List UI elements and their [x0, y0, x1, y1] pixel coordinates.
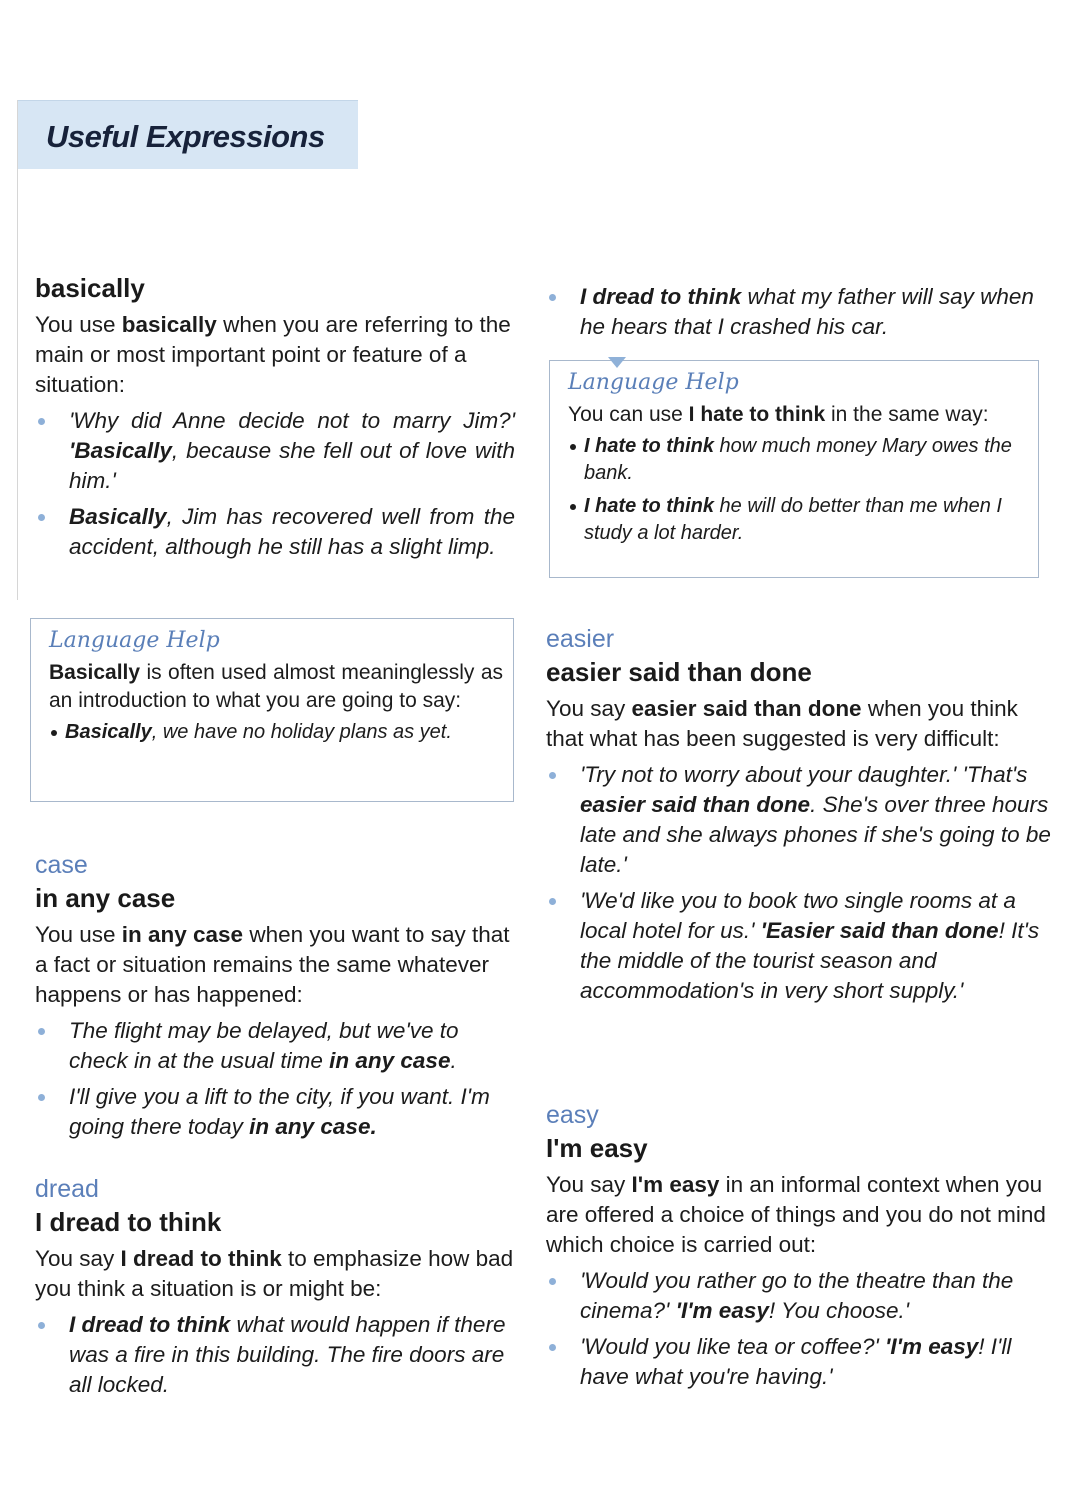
language-help-text: You can use I hate to think in the same way: [568, 403, 989, 426]
example-list [35, 1016, 515, 1142]
left-margin-rule [17, 100, 18, 600]
page-title: Useful Expressions [46, 119, 325, 154]
language-help-examples [49, 719, 503, 746]
entry-phrase: I dread to think [35, 1207, 222, 1237]
example-item: 'Try not to worry about your daughter.' 'That's easier said than done. She's over three hours late and she always phones if she's going to be late.' [546, 760, 1052, 880]
example-list [35, 406, 515, 562]
entry-easier [546, 624, 1052, 1012]
example-item: 'Would you like tea or coffee?' 'I'm easy! I'll have what you're having.' [546, 1332, 1052, 1392]
example-list [546, 282, 1052, 342]
headword: easier [546, 625, 615, 653]
example-item: 'Why did Anne decide not to marry Jim?' 'Basically, because she fell out of love with him.' [35, 406, 515, 496]
entry-dread [35, 1174, 515, 1406]
example-item: 'We'd like you to book two single rooms at a local hotel for us.' 'Easier said than done! It's the middle of the tourist season and accommodation's in very short supply.' [546, 886, 1052, 1006]
headword: dread [35, 1175, 99, 1203]
example-list [546, 760, 1052, 1006]
entry-phrase: basically [35, 273, 145, 303]
example-list [35, 1310, 515, 1400]
bullet-icon [570, 504, 576, 510]
entry-case [35, 850, 515, 1148]
entry-definition: You use in any case when you want to say that a fact or situation remains the same whatever happens or has happened: [35, 922, 510, 1007]
section-header [18, 100, 358, 169]
headword: case [35, 851, 88, 879]
language-help-title: Language Help [568, 369, 739, 397]
language-help-examples [568, 433, 1028, 547]
bullet-icon [38, 1028, 45, 1035]
example-item: I dread to think what would happen if there was a fire in this building. The fire doors are all locked. [35, 1310, 515, 1400]
language-help-text: Basically is often used almost meaninglessly as an introduction to what you are going to say: [49, 661, 503, 712]
example-list [546, 1266, 1052, 1392]
language-help-box [549, 360, 1039, 578]
bullet-icon [38, 1322, 45, 1329]
bullet-icon [38, 514, 45, 521]
example-item: I dread to think what my father will say when he hears that I crashed his car. [546, 282, 1052, 342]
example-item: I hate to think he will do better than me when I study a lot harder. [568, 493, 1028, 547]
entry-easy [546, 1100, 1052, 1398]
bullet-icon [51, 730, 57, 736]
entry-definition: You use basically when you are referring to the main or most important point or feature of a situation: [35, 312, 511, 397]
language-help-box [30, 618, 514, 802]
example-item: 'Would you rather go to the theatre than the cinema?' 'I'm easy! You choose.' [546, 1266, 1052, 1326]
bullet-icon [549, 294, 556, 301]
example-item: Basically, we have no holiday plans as yet. [49, 719, 503, 746]
entry-definition: You say easier said than done when you think that what has been suggested is very difficult: [546, 696, 1018, 751]
bullet-icon [549, 1344, 556, 1351]
bullet-icon [549, 772, 556, 779]
entry-definition: You say I'm easy in an informal context when you are offered a choice of things and you do not mind which choice is carried out: [546, 1172, 1046, 1257]
entry-phrase: in any case [35, 883, 176, 913]
headword: easy [546, 1101, 599, 1129]
entry-phrase: I'm easy [546, 1133, 648, 1163]
bullet-icon [38, 1094, 45, 1101]
language-help-title: Language Help [49, 628, 220, 653]
entry-dread-continued [546, 282, 1052, 348]
pointer-icon [608, 357, 626, 368]
example-item: Basically, Jim has recovered well from the accident, although he still has a slight limp. [35, 502, 515, 562]
bullet-icon [549, 898, 556, 905]
bullet-icon [38, 418, 45, 425]
entry-basically [35, 272, 515, 568]
example-item: The flight may be delayed, but we've to check in at the usual time in any case. [35, 1016, 515, 1076]
bullet-icon [549, 1278, 556, 1285]
entry-phrase: easier said than done [546, 657, 812, 687]
example-item: I'll give you a lift to the city, if you want. I'm going there today in any case. [35, 1082, 515, 1142]
entry-definition: You say I dread to think to emphasize how bad you think a situation is or might be: [35, 1246, 514, 1301]
example-item: I hate to think how much money Mary owes the bank. [568, 433, 1028, 487]
bullet-icon [570, 444, 576, 450]
